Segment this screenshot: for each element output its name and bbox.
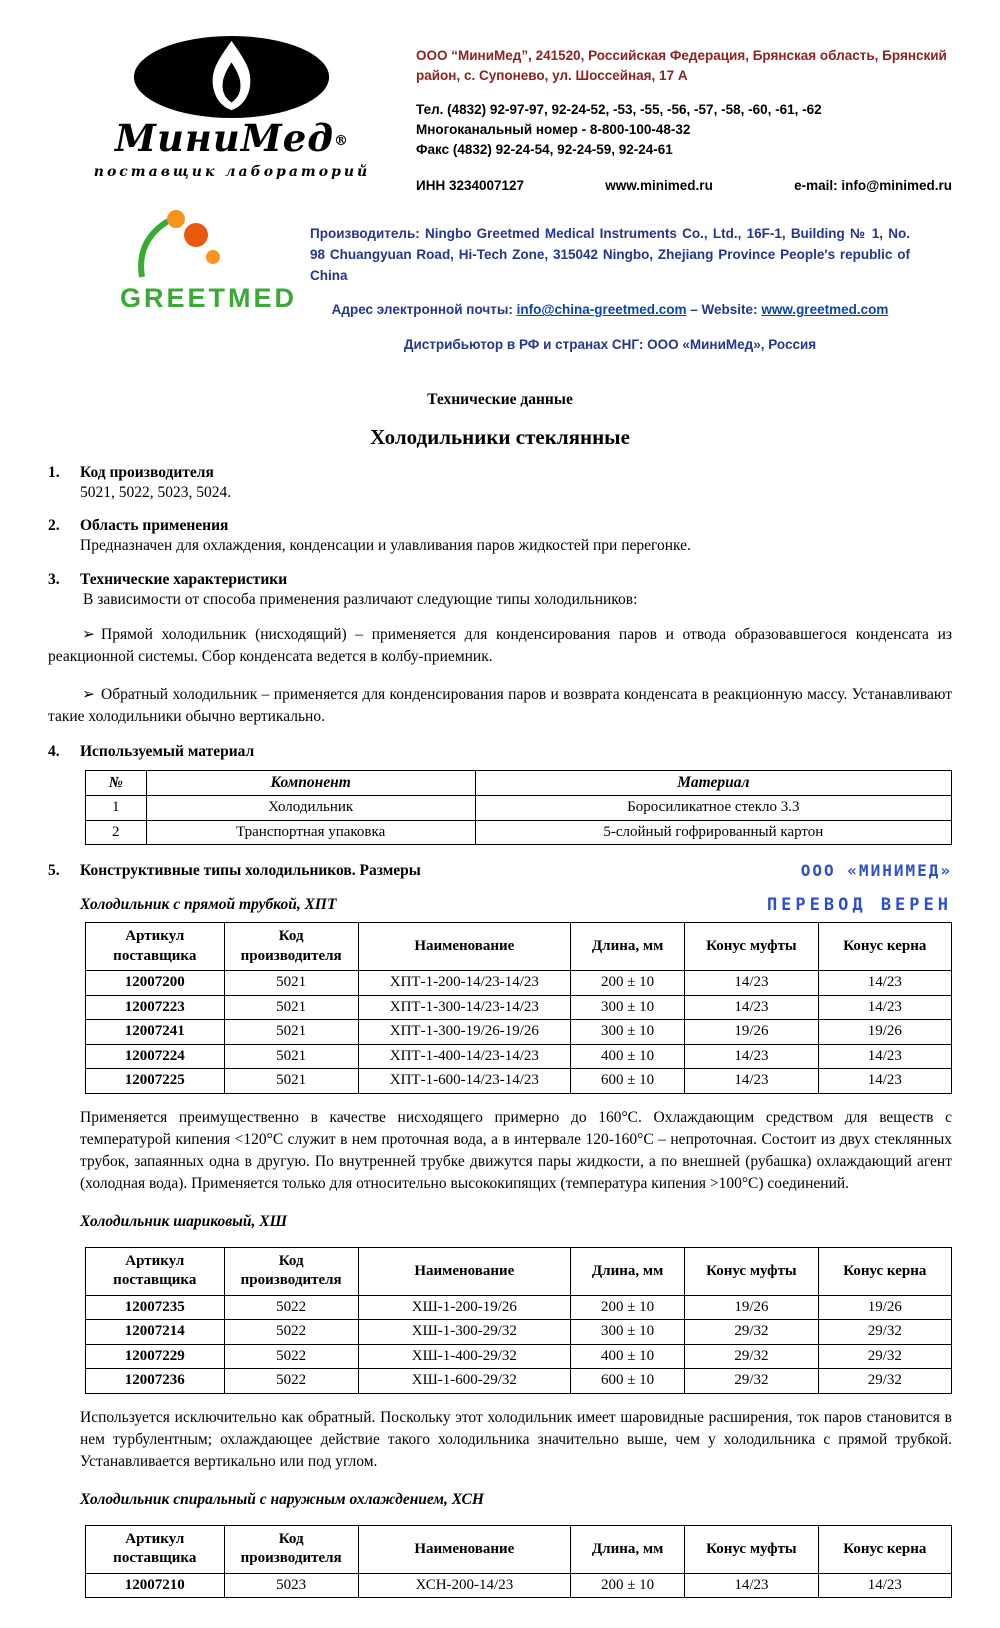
- table-cell: 14/23: [685, 1044, 818, 1069]
- column-header: Конус муфты: [685, 1525, 818, 1573]
- fax-line: Факс (4832) 92-24-54, 92-24-59, 92-24-61: [416, 142, 673, 157]
- column-header: Наименование: [358, 923, 570, 971]
- condenser-table-body: [86, 1573, 952, 1598]
- table-row: [86, 1044, 952, 1069]
- table-cell: 400 ± 10: [570, 1044, 684, 1069]
- section-1-body: 5021, 5022, 5023, 5024.: [80, 483, 232, 501]
- table-cell: 14/23: [818, 995, 951, 1020]
- table-cell: 12007225: [86, 1069, 225, 1094]
- table-cell: ХПТ-1-300-14/23-14/23: [358, 995, 570, 1020]
- table-row: [86, 1369, 952, 1394]
- table-cell: 5021: [224, 1020, 358, 1045]
- subsection-title-hsn: Холодильник спиральный с наружным охлаждением, ХСН: [80, 1491, 484, 1509]
- table-cell: 29/32: [818, 1320, 951, 1345]
- subsection-title-hsh: Холодильник шариковый, ХШ: [80, 1213, 288, 1231]
- column-header: Длина, мм: [570, 1247, 684, 1295]
- table-cell: 12007241: [86, 1020, 225, 1045]
- condenser-table-hsh: [85, 1247, 952, 1394]
- subsection-row-1: [80, 895, 952, 915]
- minimed-email: e-mail: info@minimed.ru: [794, 178, 952, 194]
- table-cell: 12007235: [86, 1295, 225, 1320]
- section-title: Технические характеристики: [80, 570, 288, 588]
- minimed-wordmark: МиниМед: [115, 116, 334, 160]
- table-cell: 12007236: [86, 1369, 225, 1394]
- table-cell: 5022: [224, 1295, 358, 1320]
- table-cell: 5022: [224, 1369, 358, 1394]
- column-header: Наименование: [358, 1247, 570, 1295]
- greetmed-wordmark: GREETMED: [120, 282, 298, 313]
- phone-block: [416, 100, 952, 161]
- table-cell: 200 ± 10: [570, 1295, 684, 1320]
- registered-mark-icon: ®: [333, 132, 349, 149]
- table-cell: 14/23: [685, 1069, 818, 1094]
- section-heading-2: [48, 517, 952, 535]
- table-cell: 14/23: [685, 1573, 818, 1598]
- table-cell: Боросиликатное стекло 3.3: [475, 796, 951, 821]
- table-cell: 200 ± 10: [570, 1573, 684, 1598]
- condenser-table-header-row: [86, 1525, 952, 1573]
- column-header: Компонент: [146, 771, 475, 796]
- material-table-body: [86, 796, 952, 845]
- table-row: [86, 1069, 952, 1094]
- table-cell: ХШ-1-600-29/32: [358, 1369, 570, 1394]
- minimed-logo: [48, 26, 416, 197]
- material-table-header-row: [86, 771, 952, 796]
- table-cell: 12007214: [86, 1320, 225, 1345]
- minimed-contacts: [416, 26, 952, 197]
- table-cell: 5021: [224, 1044, 358, 1069]
- table-cell: 19/26: [685, 1020, 818, 1045]
- section-heading-5: [48, 862, 421, 880]
- table-row: [86, 1344, 952, 1369]
- table-cell: 600 ± 10: [570, 1069, 684, 1094]
- column-header: Конус керна: [818, 1247, 951, 1295]
- phone-line: Тел. (4832) 92-97-97, 92-24-52, -53, -55, -56, -57, -58, -60, -61, -62: [416, 101, 822, 117]
- greetmed-logo: [48, 207, 310, 370]
- table-row: [86, 796, 952, 821]
- column-header: Длина, мм: [570, 1525, 684, 1573]
- table-cell: 12007200: [86, 971, 225, 996]
- table-cell: 14/23: [685, 995, 818, 1020]
- subsection-title-hpt: Холодильник с прямой трубкой, ХПТ: [80, 896, 337, 914]
- table-cell: 14/23: [818, 971, 951, 996]
- condenser-table-body: [86, 971, 952, 1094]
- table-row: [86, 971, 952, 996]
- table-cell: 19/26: [685, 1295, 818, 1320]
- condenser-table-header-row: [86, 1247, 952, 1295]
- bullet-text: Прямой холодильник (нисходящий) – применяется для конденсирования паров и отвода образовавшегося конденсата из реакционной системы. Сбор конденсата ведется в колбу-приемник.: [48, 626, 952, 666]
- greetmed-plant-icon: [120, 207, 240, 281]
- greetmed-website-link[interactable]: www.greetmed.com: [761, 302, 889, 318]
- table-row: [86, 820, 952, 845]
- table-cell: ХШ-1-300-29/32: [358, 1320, 570, 1345]
- table-cell: 5021: [224, 995, 358, 1020]
- minimed-website: www.minimed.ru: [605, 178, 713, 194]
- table-cell: ХШ-1-200-19/26: [358, 1295, 570, 1320]
- website-label: – Website:: [686, 302, 762, 318]
- inn-row: [416, 176, 952, 196]
- column-header: Наименование: [358, 1525, 570, 1573]
- producer-contact-line: [310, 300, 910, 321]
- section-2-body: Предназначен для охлаждения, конденсации и улавливания паров жидкостей при перегонке.: [80, 537, 691, 555]
- table-cell: ХШ-1-400-29/32: [358, 1344, 570, 1369]
- table-cell: 1: [86, 796, 147, 821]
- flame-icon: [132, 34, 332, 120]
- multichannel-line: Многоканальный номер - 8-800-100-48-32: [416, 121, 691, 137]
- bullet-item-reflux: [48, 684, 952, 728]
- paragraph-hsh: Используется исключительно как обратный. Поскольку этот холодильник имеет шаровидные расширения, ток паров становится в нем турбулентным; охлаждающее действие такого холодильника значительно выше, чем у холодильника с прямой трубкой. Устанавливается вертикально или под углом.: [80, 1408, 952, 1471]
- table-cell: 29/32: [818, 1344, 951, 1369]
- table-cell: 14/23: [818, 1069, 951, 1094]
- column-header: Код производителя: [224, 1247, 358, 1295]
- table-cell: 600 ± 10: [570, 1369, 684, 1394]
- column-header: Код производителя: [224, 923, 358, 971]
- table-cell: 300 ± 10: [570, 1020, 684, 1045]
- table-cell: 14/23: [818, 1573, 951, 1598]
- bullet-text: Обратный холодильник – применяется для конденсирования паров и возврата конденсата в реакционную массу. Устанавливают такие холодильники обычно вертикально.: [48, 685, 952, 725]
- arrow-bullet-icon: ➢: [82, 685, 95, 703]
- bullet-item-direct: [48, 624, 952, 668]
- table-cell: 29/32: [685, 1320, 818, 1345]
- section-number: 1.: [48, 463, 60, 481]
- table-cell: 29/32: [685, 1344, 818, 1369]
- section-heading-3: [48, 571, 952, 589]
- table-cell: 12007224: [86, 1044, 225, 1069]
- stamp-company: ООО «МИНИМЕД»: [800, 861, 952, 881]
- table-cell: 12007229: [86, 1344, 225, 1369]
- table-row: [86, 1573, 952, 1598]
- table-cell: ХСН-200-14/23: [358, 1573, 570, 1598]
- minimed-logo-text: [115, 116, 349, 160]
- column-header: №: [86, 771, 147, 796]
- condenser-table-hpt: [85, 922, 952, 1094]
- column-header: Артикул поставщика: [86, 1247, 225, 1295]
- table-cell: Транспортная упаковка: [146, 820, 475, 845]
- table-cell: ХПТ-1-200-14/23-14/23: [358, 971, 570, 996]
- email-label: Адрес электронной почты:: [331, 302, 517, 318]
- column-header: Длина, мм: [570, 923, 684, 971]
- producer-text: Производитель: Ningbo Greetmed Medical Instruments Co., Ltd., 16F-1, Building № 1, No. 98 Chuangyuan Road, Hi-Tech Zone, 315042 Ningbo, Zhejiang Province People's republic of China: [310, 226, 910, 283]
- greetmed-email-link[interactable]: info@china-greetmed.com: [516, 302, 687, 318]
- condenser-table-header-row: [86, 923, 952, 971]
- column-header: Артикул поставщика: [86, 923, 225, 971]
- condenser-table-hsn: [85, 1525, 952, 1599]
- column-header: Конус керна: [818, 923, 951, 971]
- table-cell: 14/23: [818, 1044, 951, 1069]
- table-cell: 300 ± 10: [570, 995, 684, 1020]
- section-3-intro: В зависимости от способа применения различают следующие типы холодильников:: [83, 590, 638, 608]
- table-row: [86, 1320, 952, 1345]
- column-header: Конус муфты: [685, 1247, 818, 1295]
- table-cell: ХПТ-1-300-19/26-19/26: [358, 1020, 570, 1045]
- column-header: Артикул поставщика: [86, 1525, 225, 1573]
- arrow-bullet-icon: ➢: [82, 626, 95, 644]
- table-row: [86, 1020, 952, 1045]
- section-heading-4: [48, 743, 952, 761]
- table-cell: 2: [86, 820, 147, 845]
- section-number: 2.: [48, 517, 60, 535]
- material-table: [85, 770, 952, 845]
- table-cell: 5023: [224, 1573, 358, 1598]
- table-cell: 12007223: [86, 995, 225, 1020]
- section-heading-1: [48, 464, 952, 482]
- minimed-tagline: поставщик лабораторий: [93, 164, 371, 180]
- table-cell: 5021: [224, 1069, 358, 1094]
- inn-value: ИНН 3234007127: [416, 178, 525, 194]
- column-header: Конус муфты: [685, 923, 818, 971]
- company-address: ООО “МиниМед”, 241520, Российская Федерация, Брянская область, Брянский район, с. Супонево, ул. Шоссейная, 17 А: [416, 47, 947, 83]
- table-cell: 400 ± 10: [570, 1344, 684, 1369]
- table-cell: 19/26: [818, 1020, 951, 1045]
- section-title: Конструктивные типы холодильников. Размеры: [80, 861, 421, 879]
- table-cell: 300 ± 10: [570, 1320, 684, 1345]
- table-cell: 200 ± 10: [570, 971, 684, 996]
- table-row: [86, 1295, 952, 1320]
- section-title: Используемый материал: [80, 743, 255, 761]
- table-cell: Холодильник: [146, 796, 475, 821]
- table-row: [86, 995, 952, 1020]
- producer-header: [48, 207, 952, 370]
- table-cell: 29/32: [685, 1369, 818, 1394]
- doc-subtitle: Технические данные: [427, 391, 573, 409]
- paragraph-hpt: Применяется преимущественно в качестве нисходящего примерно до 160°С. Охлаждающим средством для веществ с температурой кипения <120°С служит в нем проточная вода, а в интервале 120-160°С – непроточная. Состоит из двух стеклянных трубок, запаянных одна в другую. По внутренней трубке движутся пары жидкости, а по внешней (рубашка) охлаждающий агент (холодная вода). Применяется только для относительно высококипящих (температура кипения >100°С) соединений.: [80, 1108, 952, 1193]
- table-cell: 5-слойный гофрированный картон: [475, 820, 951, 845]
- section-number: 4.: [48, 743, 60, 761]
- section-title: Код производителя: [80, 463, 214, 481]
- section-title: Область применения: [80, 517, 229, 535]
- column-header: Код производителя: [224, 1525, 358, 1573]
- producer-info: [310, 207, 952, 370]
- table-cell: 5022: [224, 1320, 358, 1345]
- table-cell: 5022: [224, 1344, 358, 1369]
- distributor-text: Дистрибьютор в РФ и странах СНГ: ООО «МиниМед», Россия: [403, 336, 817, 352]
- table-cell: 12007210: [86, 1573, 225, 1598]
- column-header: Конус керна: [818, 1525, 951, 1573]
- section-number: 3.: [48, 570, 60, 588]
- company-header: [48, 26, 952, 197]
- table-cell: ХПТ-1-400-14/23-14/23: [358, 1044, 570, 1069]
- table-cell: 14/23: [685, 971, 818, 996]
- section-number: 5.: [48, 861, 60, 879]
- table-cell: 5021: [224, 971, 358, 996]
- table-cell: 29/32: [818, 1369, 951, 1394]
- section-5-row: [48, 861, 952, 880]
- table-cell: 19/26: [818, 1295, 951, 1320]
- column-header: Материал: [475, 771, 951, 796]
- stamp-translation: ПЕРЕВОД ВЕРЕН: [766, 895, 952, 916]
- table-cell: ХПТ-1-600-14/23-14/23: [358, 1069, 570, 1094]
- condenser-table-body: [86, 1295, 952, 1393]
- page-title: Холодильники стеклянные: [370, 424, 630, 449]
